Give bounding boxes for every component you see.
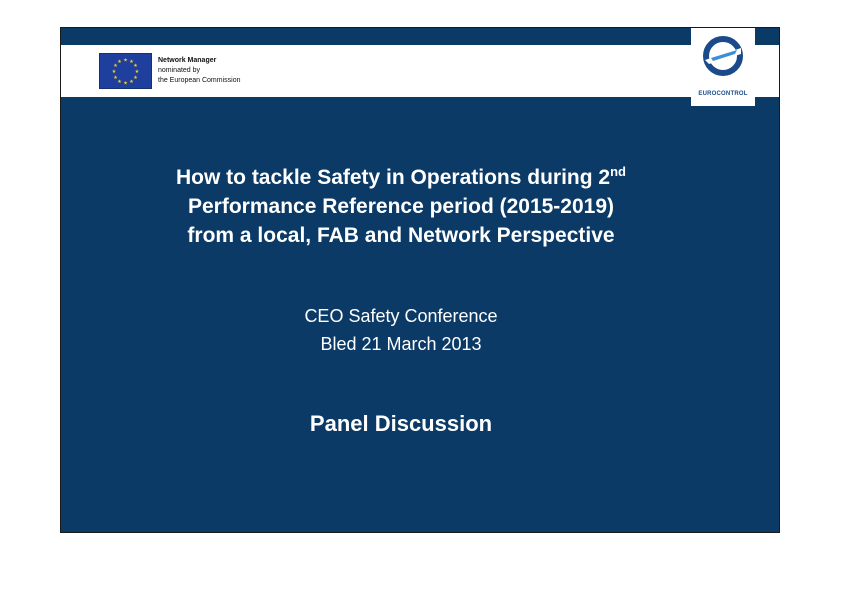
svg-text:★: ★	[117, 59, 122, 65]
title-line-3: from a local, FAB and Network Perspective	[187, 224, 615, 247]
eurocontrol-emblem-icon	[701, 34, 745, 80]
eu-flag-icon	[99, 53, 152, 89]
svg-text:★: ★	[113, 63, 118, 69]
svg-text:★: ★	[123, 57, 128, 64]
svg-text:★: ★	[111, 69, 117, 75]
svg-text:★: ★	[133, 63, 138, 69]
slide-title	[101, 163, 701, 250]
header-band	[61, 45, 779, 97]
network-manager-text	[158, 56, 241, 86]
svg-text:★: ★	[129, 59, 134, 65]
nm-line-3: the European Commission	[158, 77, 241, 84]
svg-text:★: ★	[113, 75, 118, 81]
conference-info	[201, 302, 601, 358]
title-line-2: Performance Reference period (2015-2019)	[187, 195, 615, 218]
svg-text:★: ★	[134, 69, 140, 75]
svg-text:★: ★	[133, 75, 138, 81]
eurocontrol-logo	[691, 28, 755, 106]
panel-discussion-heading: Panel Discussion	[309, 411, 493, 436]
svg-text:★: ★	[129, 79, 134, 85]
conference-name: CEO Safety Conference	[304, 306, 498, 326]
svg-text:★: ★	[117, 79, 122, 85]
nm-line-2: nominated by	[158, 67, 201, 74]
nm-line-1: Network Manager	[158, 57, 217, 64]
title-superscript: nd	[610, 164, 626, 179]
svg-text:★: ★	[123, 80, 128, 87]
slide	[60, 27, 780, 533]
logo-label: EUROCONTROL	[698, 91, 748, 97]
conference-place-date: Bled 21 March 2013	[320, 334, 482, 354]
title-line-1-text: How to tackle Safety in Operations during 2	[176, 166, 611, 189]
title-line-1	[101, 163, 701, 192]
